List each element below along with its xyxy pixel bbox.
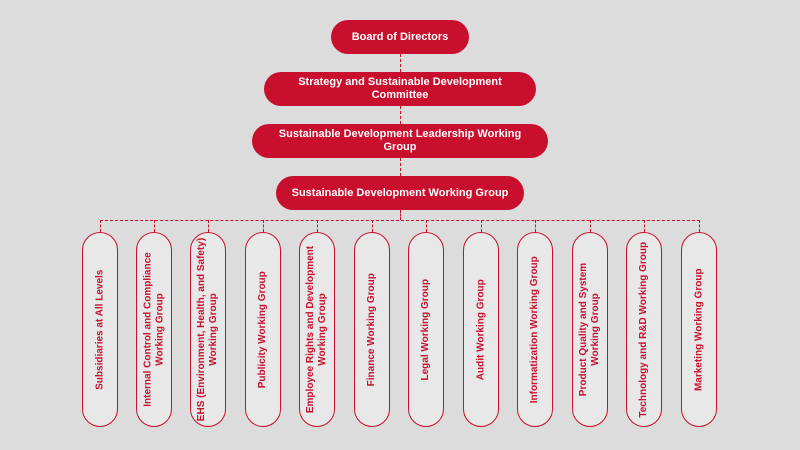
connector-stub-6 <box>426 220 427 232</box>
leaf-label: Internal Control and Compliance Working Group <box>142 252 165 407</box>
connector-board-to-committee <box>400 54 401 72</box>
node-label: Board of Directors <box>351 30 449 43</box>
leaf-label: Marketing Working Group <box>693 268 705 391</box>
connector-stub-11 <box>699 220 700 232</box>
connector-stub-10 <box>644 220 645 232</box>
node-sd-leadership-working-group[interactable] <box>252 124 548 158</box>
leaf-label: Subsidiaries at All Levels <box>94 269 106 390</box>
leaf-label: EHS (Environment, Health, and Safety) Working Group <box>196 237 219 422</box>
leaf-internal-control-and-compliance-working-group[interactable] <box>136 232 172 427</box>
leaf-label: Audit Working Group <box>475 279 487 380</box>
connector-stub-9 <box>590 220 591 232</box>
node-board-of-directors[interactable] <box>331 20 469 54</box>
leaf-legal-working-group[interactable] <box>408 232 444 427</box>
leaf-label: Legal Working Group <box>420 278 432 381</box>
leaf-product-quality-and-system-working-group[interactable] <box>572 232 608 427</box>
leaf-technology-and-rd-working-group[interactable] <box>626 232 662 427</box>
connector-stub-1 <box>154 220 155 232</box>
leaf-label: Publicity Working Group <box>257 270 269 389</box>
leaf-audit-working-group[interactable] <box>463 232 499 427</box>
connector-bus <box>100 220 700 221</box>
connector-stub-2 <box>208 220 209 232</box>
connector-committee-to-leadership <box>400 106 401 124</box>
leaf-employee-rights-and-development-working-group[interactable] <box>299 232 335 427</box>
leaf-finance-working-group[interactable] <box>354 232 390 427</box>
leaf-label: Employee Rights and Development Working Group <box>305 245 329 414</box>
node-label: Sustainable Development Leadership Working Group <box>278 128 522 153</box>
connector-stub-5 <box>372 220 373 232</box>
leaf-subsidiaries-at-all-levels[interactable] <box>82 232 118 427</box>
connector-stub-7 <box>481 220 482 232</box>
node-sd-working-group[interactable] <box>276 176 524 210</box>
connector-stub-4 <box>317 220 318 232</box>
leaf-informatization-working-group[interactable] <box>517 232 553 427</box>
leaf-ehs-working-group[interactable] <box>190 232 226 427</box>
connector-leadership-to-working <box>400 158 401 176</box>
leaf-label: Product Quality and System Working Group <box>578 262 601 397</box>
leaf-marketing-working-group[interactable] <box>681 232 717 427</box>
leaf-label: Technology and R&D Working Group <box>638 241 650 418</box>
leaf-label: Informatization Working Group <box>529 255 541 404</box>
connector-working-to-bus <box>400 210 401 220</box>
node-strategy-committee[interactable] <box>264 72 536 106</box>
node-label: Sustainable Development Working Group <box>291 186 509 199</box>
leaf-publicity-working-group[interactable] <box>245 232 281 427</box>
node-label: Strategy and Sustainable Development Committee <box>298 76 502 101</box>
connector-stub-3 <box>263 220 264 232</box>
connector-stub-8 <box>535 220 536 232</box>
leaf-label: Finance Working Group <box>366 272 378 387</box>
connector-stub-0 <box>100 220 101 232</box>
